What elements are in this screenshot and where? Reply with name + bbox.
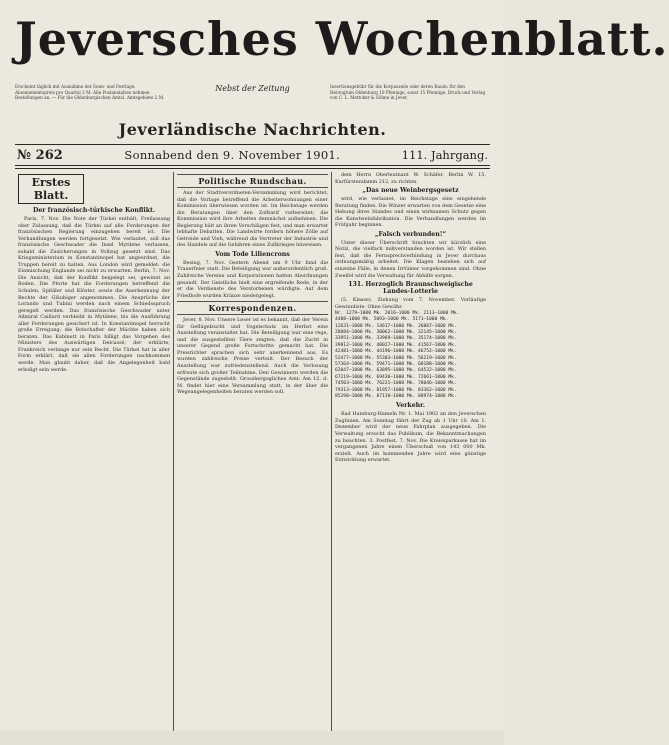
article-body [177,260,328,299]
column-1 [15,172,173,740]
article-heading: „Das neue Weinbergsgesetz [362,187,459,195]
article-body [335,240,486,279]
article-body [335,411,486,463]
lottery-row: 52477—1000 Mk. 55303—1000 Mk. 56219—1000 Mk. [335,355,457,361]
column-2 [173,172,331,740]
lottery-row: 74503—1000 Mk. 76221—1000 Mk. 78046—1000 Mk. [335,381,457,387]
supplement-title: Jeverländische Nachrichten. [118,120,387,139]
divider [15,168,490,169]
lottery-row: 28884—1000 Mk. 30062—1000 Mk. 32145—1000 Mk. [335,329,457,335]
volume-label: 111. Jahrgang. [401,148,488,162]
article-body [335,297,486,310]
lottery-row: 39812—1000 Mk. 40027—1000 Mk. 41567—1000 Mk. [335,342,457,348]
page-bottom-margin [0,731,504,745]
article-body [335,196,486,229]
lottery-row: Nr. 1279—1000 Mk. 2016—1000 Mk. 2113—1000 Mk. [335,310,460,316]
dateline [15,145,490,165]
issue-date: Sonnabend den 9. November 1901. [124,148,341,162]
lottery-row: 4488—1000 Mk. 5093—1000 Mk. 5171—1000 Mk. [335,317,449,323]
article-heading: „Falsch verbunden!“ [374,230,447,238]
section-box-title: Erstes Blatt. [18,174,84,204]
article-heading: Der französisch-türkische Konflikt. [32,207,156,214]
article-paragraph: Bad Hamburg-Hameln Nr. 1. Mai 1902 an den Jeverschen Zuglinien. Am Sonntag fährt der Zug ab 1 Uhr 10. Am 1. Dezember wird der neue Fahrplan ausgegeben. Die Verwaltung ersucht das Publikum, die Bekanntmachungen zu beachten. 3. Postfest. 7. Nov. Die Kreissparkasse hat im vergangenen Jahre einen Überschuß von 143 000 Mk. erzielt. Auch im kommenden Jahre wird eine günstige Entwicklung erwartet. [335,411,486,464]
article-paragraph: wird, wie verlautet, im Reichstage eine eingehende Beratung finden. Die Winzer erwarten von dem Gesetze eine Hebung ihres Standes und einen wirksamen Schutz gegen die Kunstweinfabrikation. Die Verhandlungen werden im Frühjahr beginnen. [335,196,486,229]
article-heading: Verkehr. [396,402,425,410]
article-body [18,216,170,373]
article-paragraph: Unter dieser Überschrift brachten wir kürzlich eine Notiz, die vielfach mißverstanden worden ist. Wir stellen fest, daß die Fernsprechverbindung in Jever durchaus ordnungsmäßig arbeitet. Die Klagen beziehen sich auf einzelne Fälle, in denen Irrtümer vorgekommen sind. Ohne Zweifel wird die Verwaltung für Abhilfe sorgen. [335,239,486,279]
subscription-notice: Erscheint täglich mit Ausnahme der Sonn- und Festtage. Abonnementspreis pro Quartal 2 M. Alle Postanstalten nehmen Bestellungen an. — Für die Oldenburgischen Amtsl. Amtsgebiete 2 M. [15,84,165,101]
masthead-title: Jeversches Wochenblatt. [15,12,669,66]
section-heading: Politische Rundschau. [177,174,328,188]
advertising-notice: Insertionsgebühr für die Korpuszeile oder deren Raum: für den Herzogtum Oldenburg 10 Pfennige, sonst 15 Pfennige. Druck und Verlag von C. L. Mettcker & Söhne in Jever. [330,84,486,101]
lottery-row: 79313—1000 Mk. 81957—1000 Mk. 83362—1000 Mk. [335,387,457,393]
article-heading: Vom Tode Liliencrons [215,250,290,258]
article-paragraph: (5. Klasse). Ziehung vom 7. November. Vorläufige Gewinnliste. Ohne Gewähr. [335,297,486,310]
lottery-row: 62047—1000 Mk. 63895—1000 Mk. 64532—1000 Mk. [335,368,457,374]
lottery-row: 57364—1000 Mk. 59471—1000 Mk. 60188—1000 Mk. [335,361,457,367]
lottery-list [335,311,486,401]
lottery-row: 33951—1000 Mk. 33969—1000 Mk. 35174—1000 Mk. [335,336,457,342]
lottery-row: 67219—1000 Mk. 69430—1000 Mk. 72661—1000 Mk. [335,374,457,380]
article-body [177,190,328,249]
article-paragraph: Besing, 7. Nov. Gestern Abend um 9 Uhr fand die Trauerfeier statt. Die Beteiligung war außerordentlich groß. Zahlreiche Vereine und Korporationen hatten Abordnungen gesandt. Der Geistliche hielt eine ergreifende Rede, in der er die Verdienste des Verstorbenen würdigte. Auf dem Friedhofe wurden Kränze niedergelegt. [177,259,328,299]
article-paragraph: Aus der Stadtverordneten-Versammlung wird berichtet, daß die Vorlage betreffend die Arbeiterwohnungen einer Kommission überwiesen worden ist. Im Reichstage werden die Beratungen über den Zolltarif vorbereitet; die Kommission wird ihre Arbeiten demnächst aufnehmen. Die Regierung hält an ihren Vorschlägen fest, und man erwartet lebhafte Debatten. Die Landwirte fordern höhere Zölle auf Getreide und Vieh, während die Vertreter der Industrie und des Handels auf die Gefahren eines Zollkrieges hinweisen. [177,190,328,249]
lottery-row: 85290—1000 Mk. 87118—1000 Mk. 88974—1000 Mk. [335,393,457,399]
article-columns [15,172,490,740]
nebst-label: Nebst der Zeitung [215,84,290,93]
article-body [177,317,328,396]
lottery-row: 42481—1000 Mk. 44196—1000 Mk. 46752—1000 Mk. [335,349,457,355]
article-paragraph: Jever, 8. Nov. Unsere Leser ist es bekannt, daß der Verein für Geflügelzucht und Vogelschutz im Herbst eine Ausstellung veranstaltet hat. Die Beteiligung war eine rege, und die ausgestellten Tiere zeigten, daß die Zucht in unserer Gegend große Fortschritte gemacht hat. Die Preisrichter sprachen sich sehr anerkennend aus. Es wurden zahlreiche Preise verteilt. Der Besuch der Ausstellung war zufriedenstellend. Auch die Verlosung erfreute sich großer Teilnahme. Den Gewinnern werden die Gegenstände zugestellt. Grosshergogliches Amt: Am 12. d. M. findet hier eine Versammlung statt, in der über die Wegeangelegenheiten beraten werden soll. [177,317,328,396]
section-heading: Korrespondenzen. [177,301,328,315]
article-paragraph: Paris, 7. Nov. Die Note der Türkei enthält, Freilassung ober Zulassung, daß die Türkei auf alle Forderungen der französischen Regierung einzugehen bereit ist. Die Verhandlungen werden fortgesetzt. Wie verlautet, soll das französische Geschwader die Insel Mytilene verlassen, sobald die Zusicherungen in Vollzug gesetzt sind. Das Kriegsministerium in Konstantinopel hat angeordnet, die Truppen bereit zu halten. Aus London wird gemeldet: die Einmischung Englands sei nicht zu erwarten. Berlin, 7. Nov. Die Ansicht, daß der Konflikt beigelegt sei, gewinnt an Boden. Die Pforte hat die Forderungen betreffend die Schulen, Spitäler und Klöster, sowie die Anerkennung der Rechte der Gläubiger angenommen. Die Ansprüche der Lorando und Tubini werden nach einem Schiedsspruch geregelt werden. Das französische Geschwader unter Admiral Caillard verbleibt in Mytilene, bis die Ausführung aller Forderungen gesichert ist. In Konstantinopel herrscht große Erregung; die Botschafter der Mächte haben sich beraten. Das Kabinett in Paris billigt das Vorgehen des Ministers des Auswärtigen Delcassé, der erklärte, Frankreich verlange nur sein Recht. Die Türkei hat in aller Form erklärt, daß sie allen Forderungen nachkommen werde. Man glaubt daher, daß die Angelegenheit bald erledigt sein werde. [18,216,170,373]
issue-number: № 262 [17,147,63,163]
article-body [335,172,486,185]
column-3 [331,172,489,740]
masthead-subhead [15,84,490,122]
lottery-row: 12631—1000 Mk. 14617—1000 Mk. 26087—1000 Mk. [335,323,457,329]
article-paragraph: dem Herrn Oberleutnant W. Schäfer, Berlin W. 15, Kurfürstendamm 212, zu richten. [335,172,486,185]
divider [15,165,490,166]
article-heading: 131. Herzoglich Braunschweigische Landes-Lotterie [348,281,473,296]
masthead-center [175,84,330,94]
